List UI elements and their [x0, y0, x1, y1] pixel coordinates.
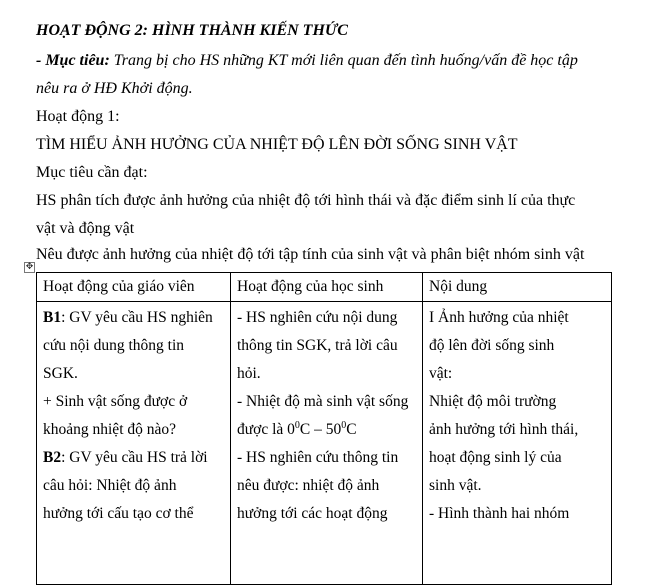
student-line-4: - Nhiệt độ mà sinh vật sống	[237, 393, 409, 410]
header-teacher: Hoạt động của giáo viên	[37, 273, 231, 302]
student-line-8: hưởng tới các hoạt động	[237, 505, 388, 522]
teacher-b2-line-2: câu hỏi: Nhiệt độ ảnh	[43, 477, 177, 494]
teacher-q1-line-1: + Sinh vật sống được ở	[43, 393, 188, 410]
student-line-1: - HS nghiên cứu nội dung	[237, 309, 398, 326]
teacher-b2-line-1: B2: GV yêu cầu HS trả lời	[43, 449, 208, 466]
goal-label: Mục tiêu cần đạt:	[36, 164, 148, 181]
content-line-6: hoạt động sinh lý của	[429, 449, 562, 466]
student-line-7: nêu được: nhiệt độ ảnh	[237, 477, 380, 494]
objective-text-1: Trang bị cho HS những KT mới liên quan đến tình huống/vấn đề học tập	[109, 52, 578, 69]
teacher-b2-line-3: hưởng tới cấu tạo cơ thể	[43, 505, 194, 522]
goal-line-2: vật và động vật	[36, 220, 135, 237]
table-move-handle-icon[interactable]: ✥	[25, 262, 34, 272]
goal-line-1: HS phân tích được ảnh hưởng của nhiệt độ tới hình thái và đặc điểm sinh lí của thực	[36, 192, 576, 209]
student-line-6: - HS nghiên cứu thông tin	[237, 449, 399, 466]
content-line-5: ảnh hưởng tới hình thái,	[429, 421, 579, 438]
objective-line-2: nêu ra ở HĐ Khởi động.	[36, 80, 193, 97]
activity-label: Hoạt động 1:	[36, 108, 120, 125]
objective-label: - Mục tiêu:	[36, 52, 110, 69]
teacher-b1-line-1: B1: GV yêu cầu HS nghiên	[43, 309, 213, 326]
table-row	[37, 302, 612, 585]
content-line-4: Nhiệt độ môi trường	[429, 393, 557, 410]
section-heading: HOẠT ĐỘNG 2: HÌNH THÀNH KIẾN THỨC	[36, 22, 348, 39]
student-line-3: hỏi.	[237, 365, 261, 382]
header-content: Nội dung	[423, 273, 612, 302]
content-cell	[423, 302, 612, 585]
content-line-8: - Hình thành hai nhóm	[429, 505, 570, 522]
b1-label: B1	[43, 309, 62, 326]
goal-line-3: Nêu được ảnh hưởng của nhiệt độ tới tập tính của sinh vật và phân biệt nhóm sinh vật	[36, 246, 585, 263]
content-line-1: I Ảnh hưởng của nhiệt	[429, 309, 569, 326]
activity-table	[36, 272, 612, 585]
student-line-5: được là $0^0C - 50^0C$	[237, 419, 357, 438]
objective-line-1	[36, 52, 578, 70]
teacher-q1-line-2: khoảng nhiệt độ nào?	[43, 421, 177, 438]
teacher-b1-line-2: cứu nội dung thông tin	[43, 337, 185, 354]
content-line-2: độ lên đời sống sinh	[429, 337, 555, 354]
header-student: Hoạt động của học sinh	[231, 273, 423, 302]
teacher-b1-line-3: SGK.	[43, 365, 78, 382]
content-line-3: vật:	[429, 365, 453, 382]
student-cell	[231, 302, 423, 585]
student-line-2: thông tin SGK, trả lời câu	[237, 337, 398, 354]
teacher-cell	[37, 302, 231, 585]
table-header-row	[37, 273, 612, 302]
b2-label: B2	[43, 449, 62, 466]
content-line-7: sinh vật.	[429, 477, 482, 494]
activity-title: TÌM HIỂU ẢNH HƯỞNG CỦA NHIỆT ĐỘ LÊN ĐỜI SỐNG SINH VẬT	[36, 136, 518, 153]
